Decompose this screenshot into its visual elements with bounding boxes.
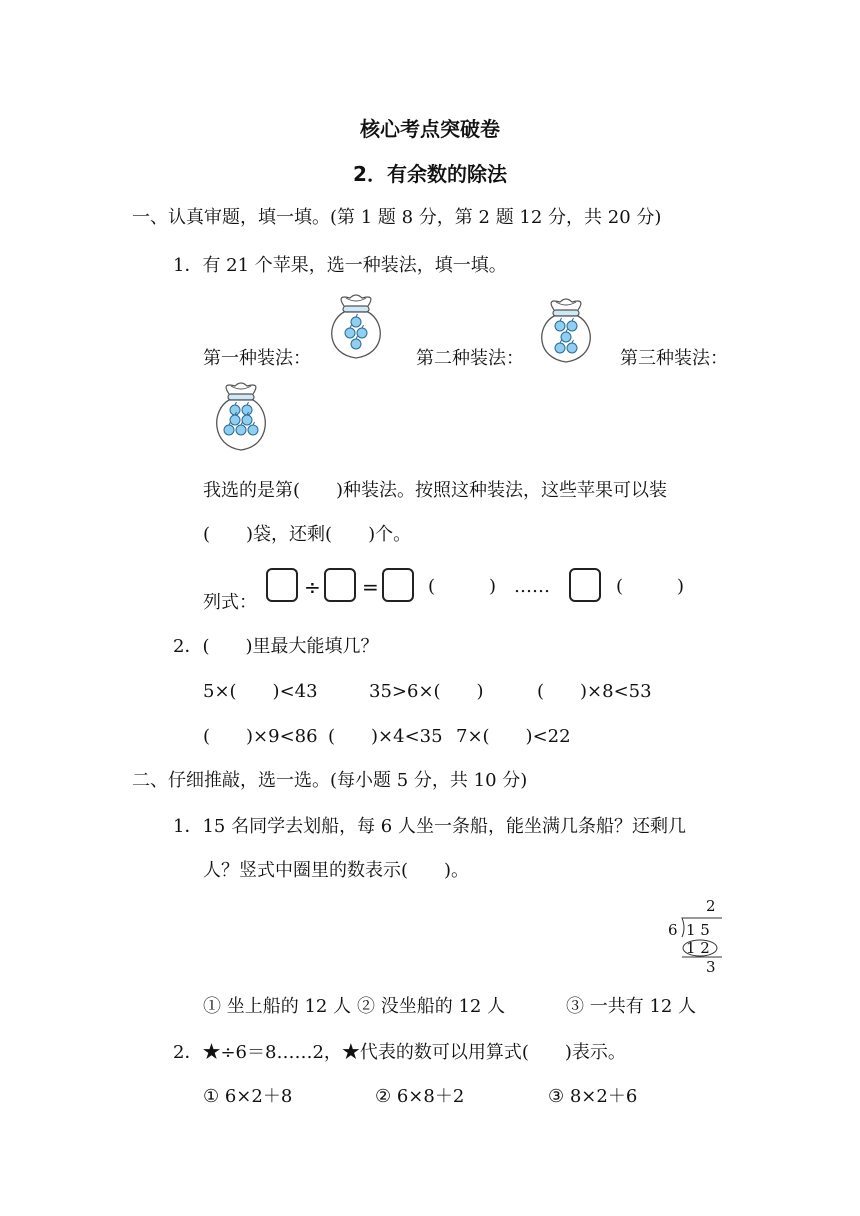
q1-answer-line1: 我选的是第( )种装法。按照这种装法，这些苹果可以装	[203, 480, 668, 501]
ellipsis: ……	[514, 576, 550, 597]
quotient-unit-blank[interactable]: ( )	[428, 576, 497, 597]
ld-divisor: 6	[668, 921, 678, 939]
s2-q2-prompt: 2．★÷6＝8……2，★代表的数可以用算式( )表示。	[173, 1042, 626, 1063]
q2-item-3[interactable]: ( )×8<53	[537, 681, 652, 702]
quotient-box[interactable]	[382, 568, 414, 602]
s2-q2-option-2[interactable]: ② 6×8＋2	[375, 1086, 465, 1107]
apple-icon	[345, 328, 355, 338]
s2-q1-line2: 人？竖式中圈里的数表示( )。	[203, 860, 470, 881]
method2-label: 第二种装法：	[416, 348, 524, 369]
method1-label: 第一种装法：	[203, 348, 311, 369]
q2-item-2[interactable]: 35>6×( )	[369, 681, 484, 702]
divide-sign: ÷	[304, 575, 321, 599]
q1-answer-line2: ( )袋，还剩( )个。	[203, 524, 412, 545]
remainder-unit-blank[interactable]: ( )	[616, 576, 685, 597]
apple-icon	[351, 317, 361, 327]
apple-icon	[567, 343, 577, 353]
s2-q2-option-1[interactable]: ① 6×2＋8	[203, 1086, 293, 1107]
page-title: 核心考点突破卷	[360, 117, 500, 141]
s2-q1-option-2[interactable]: ② 没坐船的 12 人	[357, 996, 506, 1017]
apple-bag-icon	[208, 380, 274, 452]
section1-heading: 一、认真审题，填一填。(第 1 题 8 分，第 2 题 12 分，共 20 分)	[132, 207, 662, 228]
formula-label: 列式：	[203, 592, 257, 613]
apple-icon	[236, 425, 246, 435]
long-division	[660, 898, 730, 978]
apple-icon	[230, 405, 240, 415]
ld-circle	[683, 940, 717, 956]
q2-item-4[interactable]: ( )×9<86	[203, 726, 318, 747]
s2-q1-option-1[interactable]: ① 坐上船的 12 人	[203, 996, 352, 1017]
method3-label: 第三种装法：	[620, 348, 728, 369]
s2-q2-option-3[interactable]: ③ 8×2＋6	[548, 1086, 638, 1107]
dividend-box[interactable]	[266, 568, 298, 602]
apple-icon	[555, 343, 565, 353]
ld-quotient: 2	[706, 897, 716, 915]
q2-prompt: 2．( )里最大能填几？	[173, 636, 379, 657]
apple-icon	[248, 425, 258, 435]
q2-item-5[interactable]: ( )×4<35	[328, 726, 443, 747]
divisor-box[interactable]	[324, 568, 356, 602]
apple-bag-icon	[328, 292, 384, 360]
q2-item-6[interactable]: 7×( )<22	[456, 726, 571, 747]
q2-item-1[interactable]: 5×( )<43	[203, 681, 318, 702]
apple-icon	[357, 328, 367, 338]
apple-icon	[224, 425, 234, 435]
apple-bag-icon	[538, 296, 594, 364]
s2-q1-option-3[interactable]: ③ 一共有 12 人	[566, 996, 697, 1017]
apple-icon	[230, 415, 240, 425]
s2-q1-line1: 1．15 名同学去划船，每 6 人坐一条船，能坐满几条船？还剩几	[173, 816, 686, 837]
apple-icon	[567, 321, 577, 331]
section2-heading: 二、仔细推敲，选一选。(每小题 5 分，共 10 分)	[132, 770, 528, 791]
apple-icon	[242, 415, 252, 425]
apple-icon	[242, 405, 252, 415]
equals-sign: =	[362, 575, 379, 599]
ld-dividend: 1 5	[686, 921, 710, 939]
q1-prompt: 1．有 21 个苹果，选一种装法，填一填。	[173, 255, 507, 276]
page-subtitle: 2．有余数的除法	[353, 162, 507, 186]
ld-product: 1 2	[686, 939, 710, 957]
remainder-box[interactable]	[569, 568, 601, 602]
ld-bracket	[660, 898, 730, 978]
apple-icon	[555, 321, 565, 331]
apple-icon	[561, 332, 571, 342]
ld-remainder: 3	[706, 958, 716, 976]
apple-icon	[351, 339, 361, 349]
